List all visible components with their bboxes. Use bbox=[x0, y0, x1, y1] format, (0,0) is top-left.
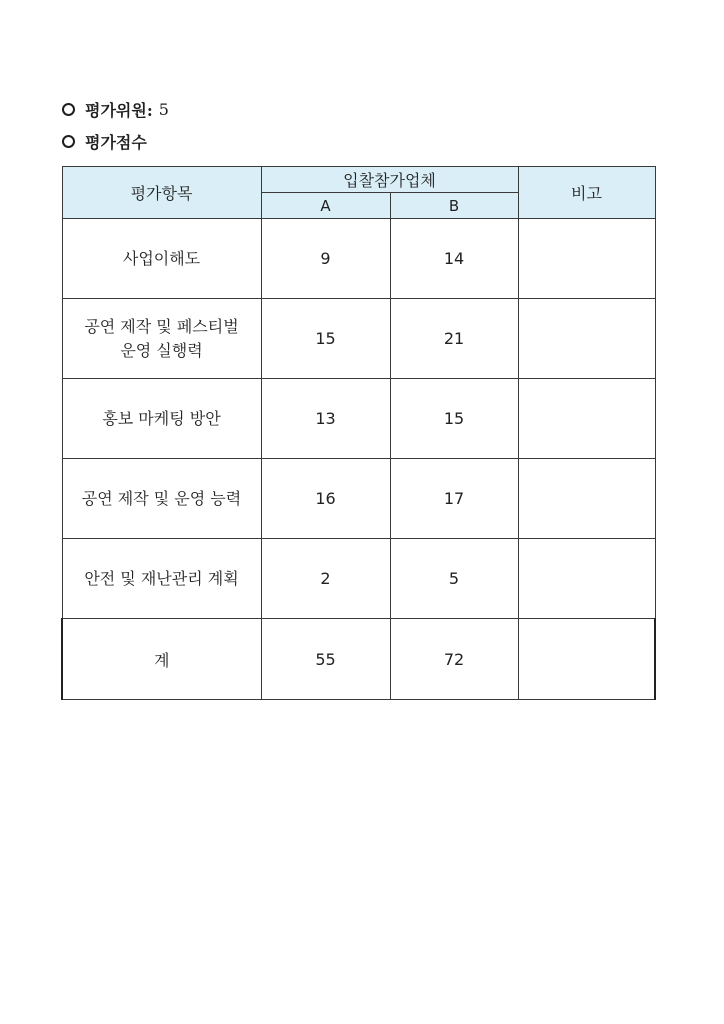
item-name: 사업이해도 bbox=[122, 248, 201, 268]
item-cell bbox=[62, 219, 261, 299]
note-cell bbox=[518, 299, 655, 379]
note-cell bbox=[518, 459, 655, 539]
total-b-cell: 72 bbox=[390, 619, 518, 700]
total-note-cell bbox=[518, 619, 655, 700]
score-table bbox=[61, 166, 656, 700]
item-name: 공연 제작 및 운영 능력 bbox=[81, 488, 242, 508]
table-row bbox=[62, 299, 655, 379]
header-item: 평가항목 bbox=[62, 167, 261, 219]
score-b-cell: 17 bbox=[390, 459, 518, 539]
score-b-cell: 5 bbox=[390, 539, 518, 619]
header-note: 비고 bbox=[518, 167, 655, 219]
score-a-cell: 13 bbox=[261, 379, 390, 459]
score-b-cell: 15 bbox=[390, 379, 518, 459]
total-a-cell: 55 bbox=[261, 619, 390, 700]
item-name-line2: 운영 실행력 bbox=[120, 340, 203, 360]
note-cell bbox=[518, 219, 655, 299]
evaluators-count: 5 bbox=[158, 100, 169, 119]
circle-bullet-icon bbox=[62, 103, 75, 116]
header-bidders: 입찰참가업체 bbox=[261, 167, 518, 193]
score-a-cell: 15 bbox=[261, 299, 390, 379]
score-b-cell: 21 bbox=[390, 299, 518, 379]
evaluators-line bbox=[62, 98, 169, 121]
score-heading: 평가점수 bbox=[85, 133, 147, 152]
header-bidder-a: A bbox=[261, 193, 390, 219]
note-cell bbox=[518, 379, 655, 459]
table-row bbox=[62, 379, 655, 459]
item-name: 안전 및 재난관리 계획 bbox=[84, 568, 239, 588]
item-cell bbox=[62, 539, 261, 619]
score-a-cell: 16 bbox=[261, 459, 390, 539]
header-bidder-b: B bbox=[390, 193, 518, 219]
total-row bbox=[62, 619, 655, 700]
item-name: 공연 제작 및 페스티벌 bbox=[84, 316, 239, 336]
total-label: 계 bbox=[62, 619, 261, 700]
item-cell bbox=[62, 299, 261, 379]
score-heading-line bbox=[62, 130, 147, 153]
item-name: 홍보 마케팅 방안 bbox=[102, 408, 221, 428]
score-b-cell: 14 bbox=[390, 219, 518, 299]
note-cell bbox=[518, 539, 655, 619]
table-row bbox=[62, 539, 655, 619]
table-row bbox=[62, 459, 655, 539]
circle-bullet-icon bbox=[62, 135, 75, 148]
score-a-cell: 9 bbox=[261, 219, 390, 299]
item-cell bbox=[62, 379, 261, 459]
table-row bbox=[62, 219, 655, 299]
evaluators-label: 평가위원: bbox=[85, 101, 153, 120]
score-a-cell: 2 bbox=[261, 539, 390, 619]
item-cell bbox=[62, 459, 261, 539]
